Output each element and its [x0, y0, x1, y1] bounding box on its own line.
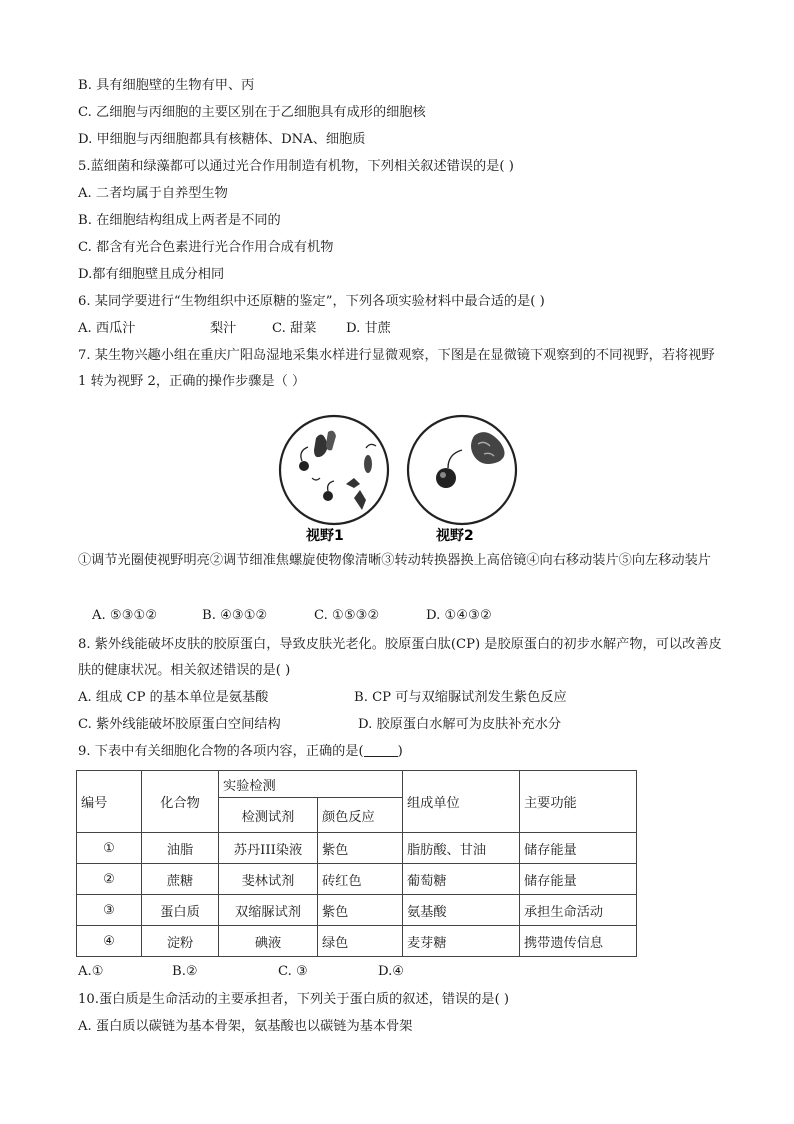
cell-num: ④ [77, 926, 142, 957]
q7-option-d: D. ①④③② [426, 608, 492, 623]
microscope-fields-figure [276, 414, 522, 548]
q10-stem: 10.蛋白质是生命活动的主要承担者，下列关于蛋白质的叙述，错误的是( ) [78, 992, 510, 1007]
q9-option-b: B.② [172, 964, 198, 979]
th-reagent: 检测试剂 [219, 798, 318, 833]
field-label-2: 视野2 [436, 528, 474, 544]
cell-unit: 脂肪酸、甘油 [403, 833, 520, 864]
cell-reagent: 斐林试剂 [219, 864, 318, 895]
th-unit: 组成单位 [403, 771, 520, 833]
cell-reagent: 苏丹III染液 [219, 833, 318, 864]
q7-stem: 7. 某生物兴趣小组在重庆广阳岛湿地采集水样进行显微观察，下图是在显微镜下观察到的不同视野，若将视野 1 转为视野 2，正确的操作步骤是（ ） [78, 348, 715, 389]
q5-stem: 5.蓝细菌和绿藻都可以通过光合作用制造有机物，下列相关叙述错误的是( ) [78, 159, 514, 174]
q5-option-b: B. 在细胞结构组成上两者是不同的 [78, 213, 281, 228]
q6-option-b: 梨汁 [210, 321, 237, 336]
q8-option-c: C. 紫外线能破坏胶原蛋白空间结构 [78, 717, 281, 732]
table-row [77, 926, 637, 957]
q4-option-b: B. 具有细胞壁的生物有甲、丙 [78, 78, 255, 93]
q8-option-d: D. 胶原蛋白水解可为皮肤补充水分 [358, 717, 562, 732]
q5-option-c: C. 都含有光合色素进行光合作用合成有机物 [78, 240, 334, 255]
q4-option-c: C. 乙细胞与丙细胞的主要区别在于乙细胞具有成形的细胞核 [78, 105, 426, 120]
q9-answer-blank [364, 742, 398, 757]
q7-option-b: B. ④③①② [202, 608, 268, 623]
q7-option-a: A. ⑤③①② [92, 608, 158, 623]
q6-option-c: C. 甜菜 [272, 321, 317, 336]
table-row [77, 864, 637, 895]
q7-option-c: C. ①⑤③② [314, 608, 380, 623]
field-of-view-1 [280, 416, 388, 544]
q9-option-c: C. ③ [278, 964, 308, 979]
q4-option-d: D. 甲细胞与丙细胞都具有核糖体、DNA、细胞质 [78, 132, 366, 147]
table-row [77, 895, 637, 926]
cell-num: ① [77, 833, 142, 864]
cell-reagent: 双缩脲试剂 [219, 895, 318, 926]
field-of-view-2 [408, 416, 516, 544]
cell-function: 承担生命活动 [520, 895, 637, 926]
th-compound: 化合物 [142, 771, 219, 833]
microscope-fields-illustration [276, 414, 522, 548]
cell-num: ③ [77, 895, 142, 926]
q10-option-a: A. 蛋白质以碳链为基本骨架，氨基酸也以碳链为基本骨架 [78, 1019, 413, 1034]
cell-compound: 蛋白质 [142, 895, 219, 926]
cell-compound: 油脂 [142, 833, 219, 864]
cell-color: 紫色 [318, 833, 403, 864]
cell-unit: 氨基酸 [403, 895, 520, 926]
cell-unit: 麦芽糖 [403, 926, 520, 957]
th-test: 实验检测 [219, 771, 403, 798]
q9-option-d: D.④ [378, 964, 405, 979]
cell-compound: 蔗糖 [142, 864, 219, 895]
cell-compound: 淀粉 [142, 926, 219, 957]
table-row [77, 833, 637, 864]
cell-color: 绿色 [318, 926, 403, 957]
q5-option-d: D.都有细胞壁且成分相同 [78, 267, 225, 282]
q6-stem: 6. 某同学要进行“生物组织中还原糖的鉴定”，下列各项实验材料中最合适的是( ) [78, 294, 545, 309]
th-num: 编号 [77, 771, 142, 833]
q8-option-a: A. 组成 CP 的基本单位是氨基酸 [78, 690, 269, 705]
q6-option-a: A. 西瓜汁 [78, 321, 136, 336]
q7-steps: ①调节光圈使视野明亮②调节细准焦螺旋使物像清晰③转动转换器换上高倍镜④向右移动装片⑤向左移动装片 [78, 553, 711, 568]
cell-unit: 葡萄糖 [403, 864, 520, 895]
field-label-1: 视野1 [306, 528, 344, 544]
cell-function: 携带遗传信息 [520, 926, 637, 957]
th-color: 颜色反应 [318, 798, 403, 833]
cell-function: 储存能量 [520, 833, 637, 864]
q9-option-a: A.① [78, 964, 104, 979]
q9-compound-table [76, 770, 637, 957]
q6-option-d: D. 甘蔗 [346, 321, 391, 336]
cell-color: 紫色 [318, 895, 403, 926]
cell-function: 储存能量 [520, 864, 637, 895]
q8-stem: 8. 紫外线能破坏皮肤的胶原蛋白，导致皮肤光老化。胶原蛋白肽(CP) 是胶原蛋白的初步水解产物，可以改善皮肤的健康状况。相关叙述错误的是( ) [78, 637, 722, 678]
cell-num: ② [77, 864, 142, 895]
q5-option-a: A. 二者均属于自养型生物 [78, 186, 228, 201]
cell-color: 砖红色 [318, 864, 403, 895]
q9-stem: 9. 下表中有关细胞化合物的各项内容，正确的是( ) [78, 744, 403, 759]
cell-reagent: 碘液 [219, 926, 318, 957]
q8-option-b: B. CP 可与双缩脲试剂发生紫色反应 [354, 690, 567, 705]
th-function: 主要功能 [520, 771, 637, 833]
